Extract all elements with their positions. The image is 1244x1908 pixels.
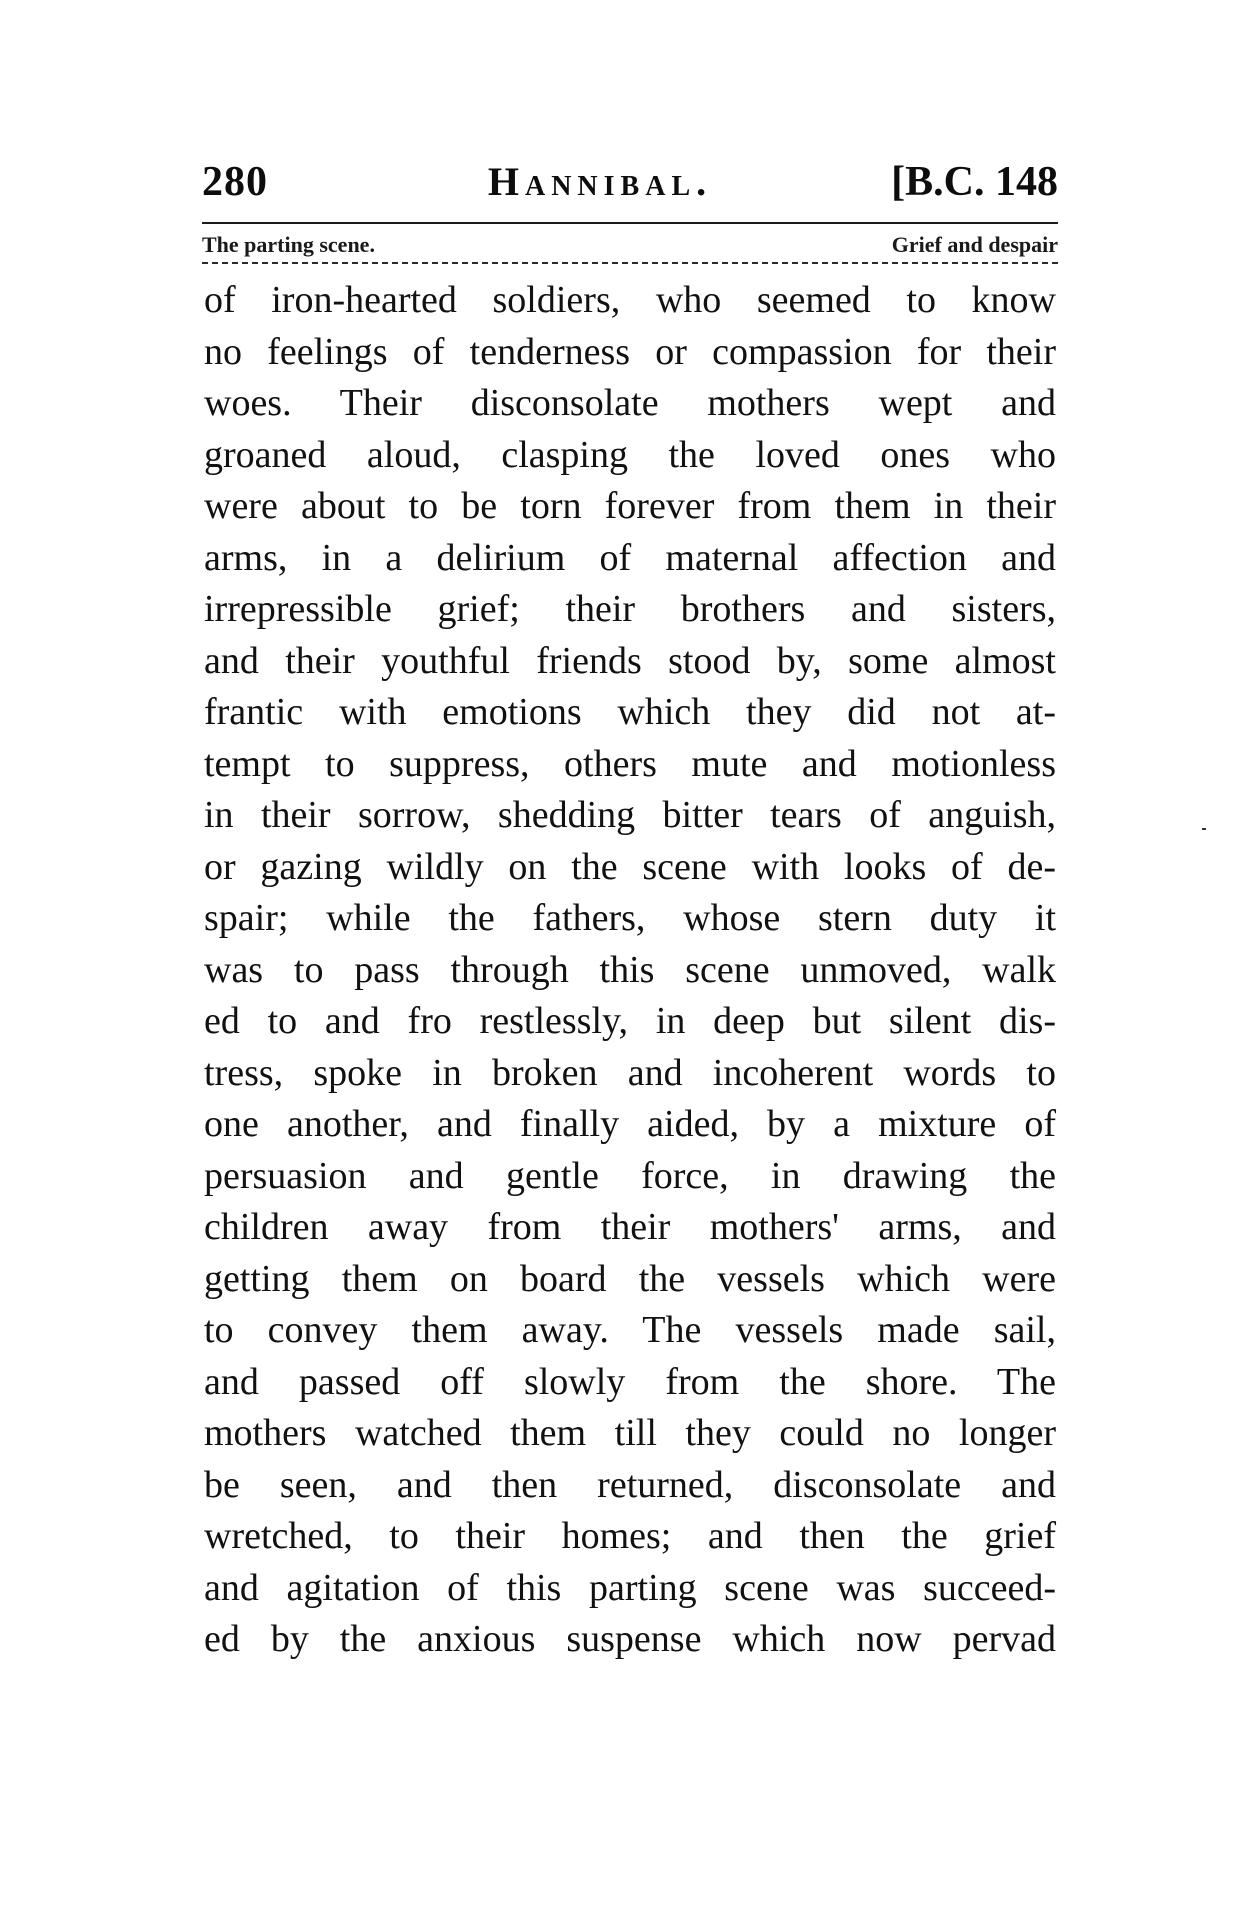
text-line: persuasion and gentle force, in drawing the (204, 1154, 1056, 1197)
text-line: in their sorrow, shedding bitter tears of anguish, (204, 794, 1056, 836)
text-line: frantic with emotions which they did not at- (204, 691, 1056, 733)
text-line: irrepressible grief; their brothers and sisters, (204, 588, 1056, 630)
text-line: groaned aloud, clasping the loved ones who (204, 433, 1056, 476)
running-head (202, 158, 1058, 218)
text-line: spair; while the fathers, whose stern duty it (204, 897, 1056, 939)
side-heading-right: Grief and despair (891, 232, 1058, 257)
text-line: of iron-hearted soldiers, who seemed to know (204, 279, 1056, 321)
text-line: no feelings of tenderness or compassion for their (204, 330, 1056, 373)
text-line: tempt to suppress, others mute and motionless (204, 742, 1056, 785)
page-number: 280 (202, 159, 268, 205)
text-line: woes. Their disconsolate mothers wept and (204, 382, 1056, 424)
text-line: tress, spoke in broken and incoherent words to (204, 1051, 1056, 1094)
text-line: and agitation of this parting scene was succeed- (204, 1566, 1056, 1609)
text-line: children away from their mothers' arms, and (204, 1206, 1056, 1248)
running-title: Hannibal. (487, 159, 713, 204)
margin-speck (1202, 828, 1206, 830)
text-line: and their youthful friends stood by, some almost (204, 639, 1056, 682)
side-headings (202, 232, 1058, 258)
text-line: to convey them away. The vessels made sail, (204, 1309, 1056, 1351)
text-line: getting them on board the vessels which were (204, 1257, 1056, 1300)
text-line: ed by the anxious suspense which now pervad (204, 1618, 1056, 1660)
side-heading-rule (202, 262, 1058, 264)
text-line: arms, in a delirium of maternal affection and (204, 536, 1056, 579)
text-line: mothers watched them till they could no longer (204, 1412, 1056, 1454)
text-line: one another, and finally aided, by a mixture of (204, 1103, 1056, 1145)
text-line: was to pass through this scene unmoved, walk (204, 948, 1056, 991)
text-line: wretched, to their homes; and then the grief (204, 1515, 1056, 1557)
text-line: or gazing wildly on the scene with looks of de- (204, 845, 1056, 888)
body-text (204, 275, 1056, 1666)
running-date: [B.C. 148 (891, 159, 1058, 205)
text-line: ed to and fro restlessly, in deep but silent dis- (204, 1000, 1056, 1042)
text-line: and passed off slowly from the shore. The (204, 1360, 1056, 1403)
text-line: be seen, and then returned, disconsolate and (204, 1463, 1056, 1506)
header-rule (202, 222, 1058, 224)
text-line: were about to be torn forever from them in their (204, 485, 1056, 527)
side-heading-left: The parting scene. (202, 232, 375, 257)
